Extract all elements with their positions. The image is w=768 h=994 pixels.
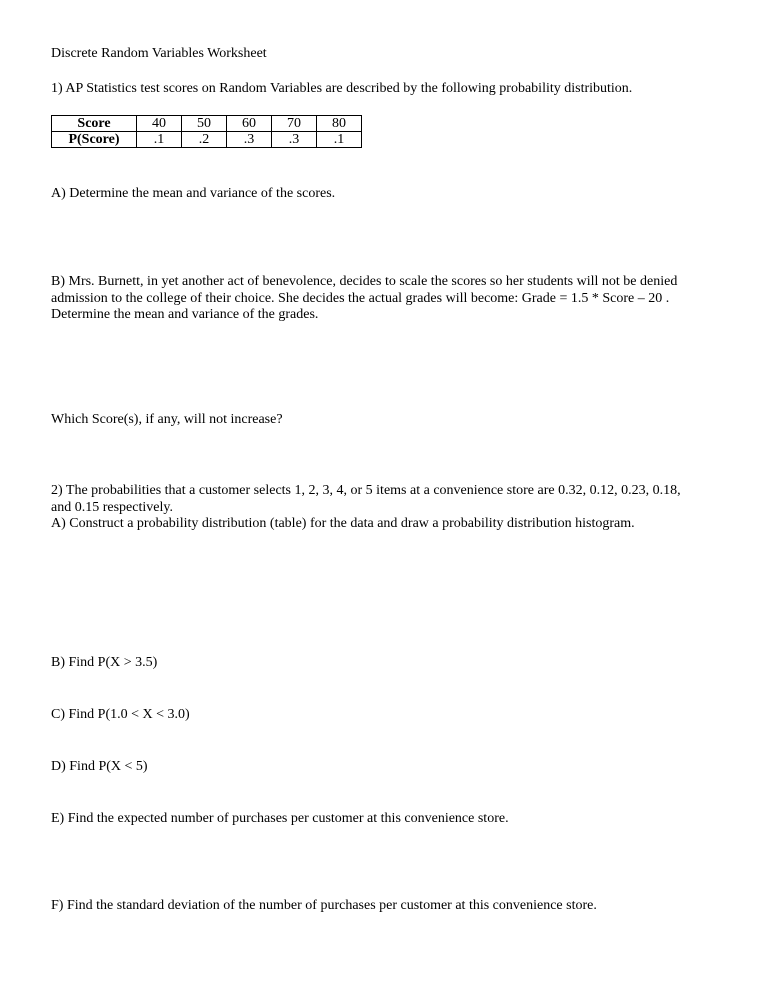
row-label-score: Score	[52, 116, 137, 132]
question-2-part-e: E) Find the expected number of purchases per customer at this convenience store.	[51, 811, 509, 826]
question-2-part-f: F) Find the standard deviation of the number of purchases per customer at this convenience store.	[51, 898, 597, 913]
prompt-line: 2) The probabilities that a customer selects 1, 2, 3, 4, or 5 items at a convenience store are 0.32, 0.12, 0.23, 0.18,	[51, 483, 681, 498]
score-cell: 40	[137, 116, 182, 132]
question-2-prompt	[51, 483, 741, 516]
question-1-prompt: 1) AP Statistics test scores on Random Variables are described by the following probability distribution.	[51, 81, 633, 96]
part-b-line: Determine the mean and variance of the grades.	[51, 307, 319, 322]
question-2-part-d: D) Find P(X < 5)	[51, 759, 148, 774]
probability-cell: .3	[227, 132, 272, 148]
question-2-part-a: A) Construct a probability distribution (table) for the data and draw a probability distribution histogram.	[51, 516, 635, 531]
question-1-part-a: A) Determine the mean and variance of the scores.	[51, 186, 336, 201]
prompt-line: and 0.15 respectively.	[51, 499, 173, 515]
probability-cell: .2	[182, 132, 227, 148]
score-cell: 70	[272, 116, 317, 132]
part-b-line: B) Mrs. Burnett, in yet another act of benevolence, decides to scale the scores so her students will not be denied	[51, 274, 678, 289]
probability-cell: .1	[137, 132, 182, 148]
score-cell: 50	[182, 116, 227, 132]
question-2-part-c: C) Find P(1.0 < X < 3.0)	[51, 707, 190, 722]
question-1-part-b	[51, 274, 741, 324]
question-1-follow-up: Which Score(s), if any, will not increase?	[51, 412, 283, 427]
worksheet-title: Discrete Random Variables Worksheet	[51, 46, 267, 61]
table-row-probability	[52, 132, 362, 148]
probability-cell: .3	[272, 132, 317, 148]
score-cell: 60	[227, 116, 272, 132]
part-b-line: admission to the college of their choice. She decides the actual grades will become: Grade = 1.5 * Score – 20 .	[51, 290, 670, 306]
table-row-score	[52, 116, 362, 132]
probability-distribution-table	[51, 115, 362, 148]
score-cell: 80	[317, 116, 362, 132]
probability-cell: .1	[317, 132, 362, 148]
question-2-part-b: B) Find P(X > 3.5)	[51, 655, 158, 670]
row-label-probability: P(Score)	[52, 132, 137, 148]
